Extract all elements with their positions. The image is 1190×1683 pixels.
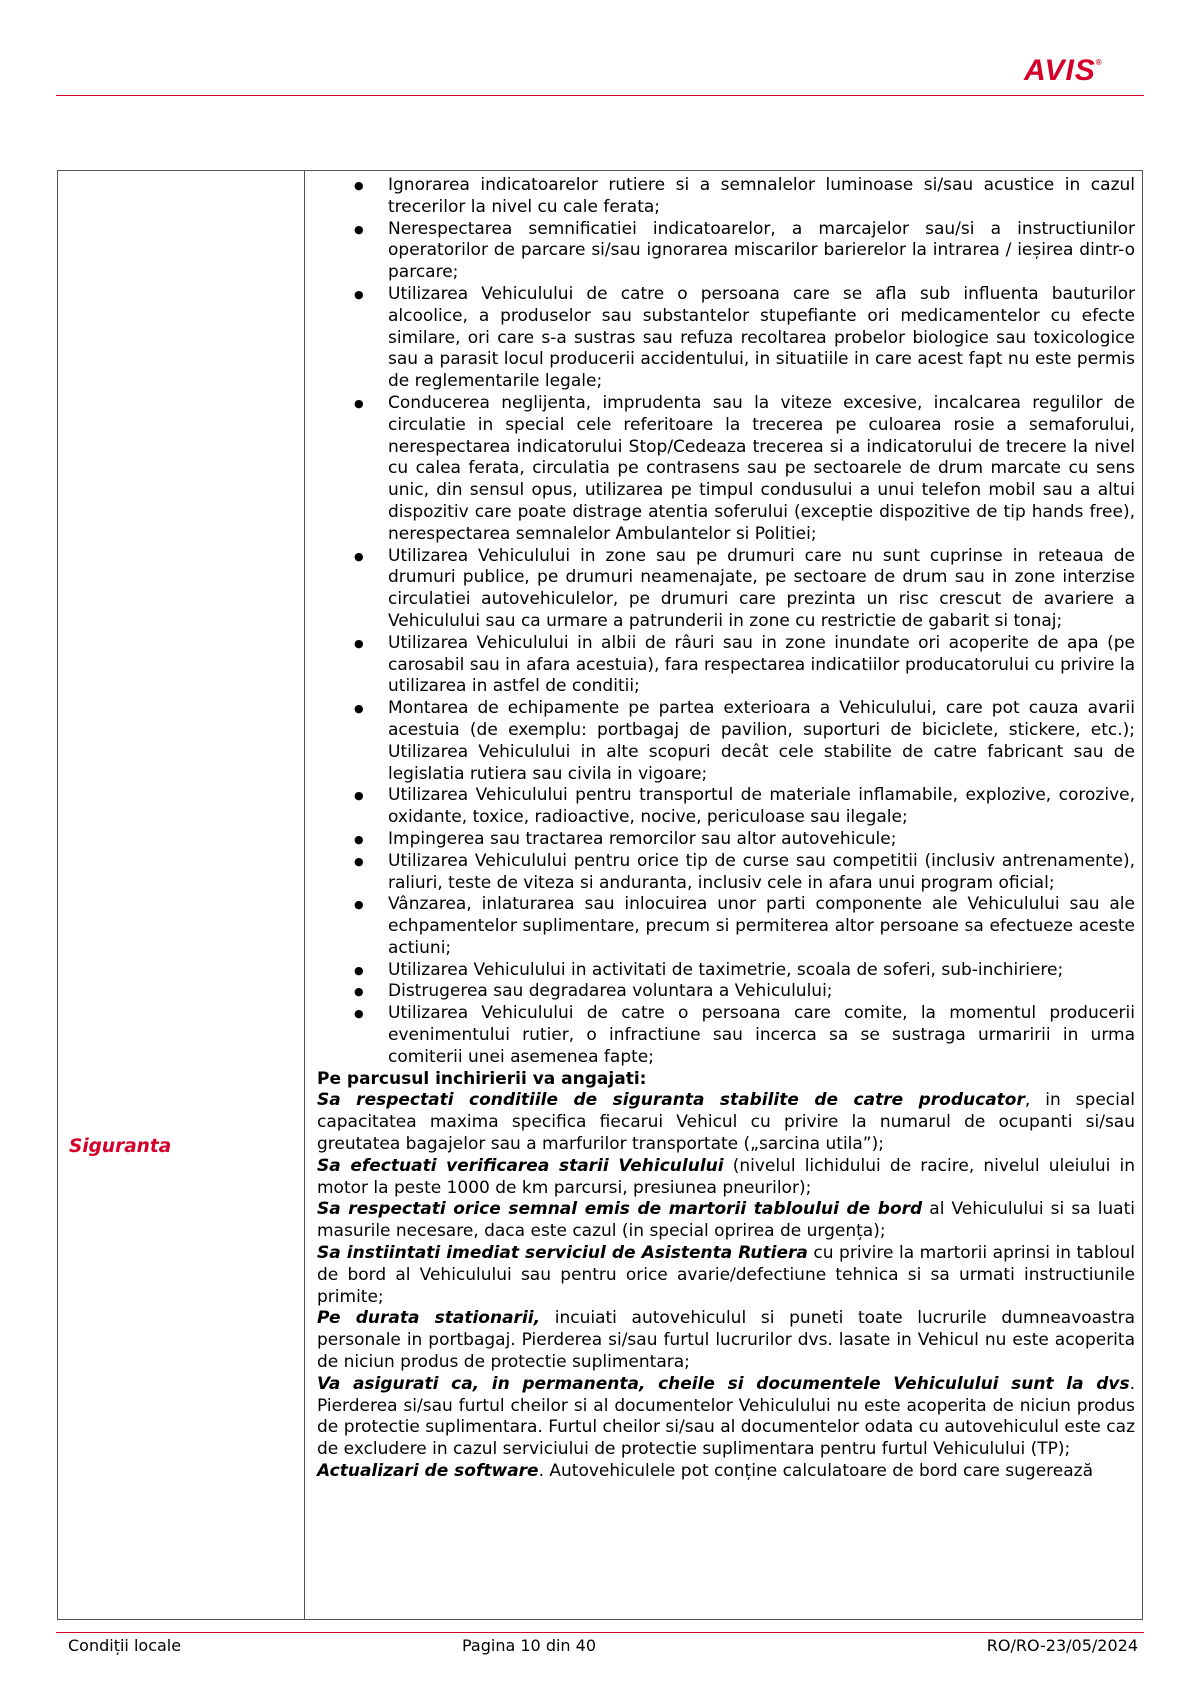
- header-divider: [56, 95, 1144, 96]
- list-item: ● Distrugerea sau degradarea voluntara a Vehiculului;: [317, 981, 1135, 1003]
- prohibited-uses-list: [317, 175, 1135, 1069]
- section-label-cell: [58, 171, 305, 1619]
- list-item: ● Utilizarea Vehiculului in albii de râuri sau in zone inundate ori acoperite de apa (pe carosabil sau in afara acestuia), fara respectarea indicatiilor producatorului cu privire la utilizarea in astfel de conditii;: [317, 633, 1135, 698]
- obligations-heading: Pe parcusul inchirierii va angajati:: [317, 1068, 647, 1089]
- list-item: ● Utilizarea Vehiculului in activitati de taximetrie, scoala de soferi, sub-inchiriere;: [317, 960, 1135, 982]
- footer-document-title: Condiții locale: [68, 1636, 182, 1655]
- list-item: ● Utilizarea Vehiculului de catre o persoana care comite, la momentul producerii evenimentului rutier, o infractiune sau incerca sa se sustraga urmaririi in urma comiterii unei asemenea fapte;: [317, 1003, 1135, 1068]
- obligation-paragraph: [317, 1461, 1135, 1483]
- obligation-paragraph: [317, 1243, 1135, 1308]
- list-item: ● Ignorarea indicatoarelor rutiere si a semnalelor luminoase si/sau acustice in cazul trecerilor la nivel cu cale ferata;: [317, 175, 1135, 219]
- list-item: ● Nerespectarea semnificatiei indicatoarelor, a marcajelor sau/si a instructiunilor operatorilor de parcare si/sau ignorarea miscarilor barierelor la intrarea / ieșirea dintr-o parcare;: [317, 219, 1135, 284]
- footer-page-number: Pagina 10 din 40: [462, 1636, 596, 1655]
- list-item: ● Vânzarea, inlaturarea sau inlocuirea unor parti componente ale Vehiculului sau ale echpamentelor suplimentare, precum si permiterea altor persoane sa efectueze aceste actiuni;: [317, 894, 1135, 959]
- list-item: ● Utilizarea Vehiculului pentru orice tip de curse sau competitii (inclusiv antrenamente), raliuri, teste de viteza si anduranta, inclusiv cele in afara unui program oficial;: [317, 851, 1135, 895]
- obligation-paragraph: [317, 1374, 1135, 1461]
- list-item: ● Montarea de echipamente pe partea exterioara a Vehiculului, care pot cauza avarii acestuia (de exemplu: portbagaj de pavilion, suporturi de biciclete, stickere, etc.); Utilizarea Vehiculului in alte scopuri decât cele stabilite de catre fabricant sau de legislatia rutiera sau civila in vigoare;: [317, 698, 1135, 785]
- obligation-text: cu privire la martorii aprinsi in tabloul de bord al Vehiculului sau pentru orice avarie/defectiune tehnica si sa urmati instructiunile primite;: [317, 1243, 1136, 1307]
- list-item: ● Utilizarea Vehiculului de catre o persoana care se afla sub influenta bauturilor alcoolice, a produselor sau substantelor stupefiante ori medicamentelor cu efecte similare, ori care s-a sustras sau refuza recoltarea probelor biologice sau toxicologice sau a parasit locul producerii accidentului, in situatiile in care acest fapt nu este permis de reglementarile legale;: [317, 284, 1135, 393]
- obligation-title: Va asigurati ca, in permanenta, cheile si documentele Vehiculului sunt la dvs: [317, 1373, 1130, 1394]
- footer-divider: [56, 1632, 1144, 1633]
- list-item: ● Utilizarea Vehiculului pentru transportul de materiale inflamabile, explozive, corozive, oxidante, toxice, radioactive, nocive, periculoase sau ilegale;: [317, 785, 1135, 829]
- section-label: Siguranta: [69, 1136, 172, 1157]
- obligation-paragraph: [317, 1199, 1135, 1243]
- list-item: ● Impingerea sau tractarea remorcilor sau altor autovehicule;: [317, 829, 1135, 851]
- obligation-title: Sa efectuati verificarea starii Vehiculului: [317, 1155, 724, 1176]
- obligation-title: Sa respectati conditiile de siguranta stabilite de catre producator: [317, 1090, 1025, 1111]
- obligation-text: , in special capacitatea maxima specifica fiecarui Vehicul cu privire la numarul de ocupanti si/sau greutatea bagajelor sau a marfurilor transportate („sarcina utila”);: [317, 1090, 1135, 1155]
- obligation-paragraph: [317, 1090, 1135, 1155]
- section-content-cell: [306, 171, 1143, 1619]
- obligation-paragraph: [317, 1156, 1135, 1200]
- obligation-text: . Pierderea si/sau furtul cheilor si al documentelor Vehiculului nu este acoperita de niciun produs de protectie suplimentara. Furtul cheilor si/sau al documentelor odata cu autovehiculul este caz de excludere in cazul serviciului de protectie suplimentara pentru furtul Vehiculului (TP);: [317, 1373, 1135, 1460]
- content-table: [57, 170, 1143, 1620]
- avis-logo: AVIS®: [1024, 54, 1103, 87]
- obligation-text: al Vehiculului si sa luati masurile necesare, daca este cazul (in special oprirea de urgența);: [317, 1199, 1135, 1242]
- list-item: ● Conducerea neglijenta, imprudenta sau la viteze excesive, incalcarea regulilor de circulatie in special cele referitoare la trecerea pe culoarea rosie a semaforului, nerespectarea indicatorului Stop/Cedeaza trecerea si a indicatorului de trecere la nivel cu calea ferata, circulatia pe contrasens sau pe sectoarele de drum marcate cu sens unic, din sensul opus, utilizarea pe timpul condusului a unui telefon mobil sau a altui dispozitiv care poate distrage atentia soferului (exceptie dispozitive de tip hands free), nerespectarea semnalelor Ambulantelor si Politiei;: [317, 393, 1135, 546]
- obligation-title: Pe durata stationarii,: [317, 1308, 541, 1329]
- obligation-title: Sa respectati orice semnal emis de martorii tabloului de bord: [317, 1199, 923, 1220]
- obligation-text: incuiati autovehiculul si puneti toate lucrurile dumneavoastra personale in portbagaj. Pierderea si/sau furtul lucrurilor dvs. lasate in Vehicul nu este acoperita de niciun produs de protectie suplimentara;: [317, 1308, 1136, 1373]
- obligation-title: Actualizari de software: [317, 1461, 539, 1482]
- list-item: ● Utilizarea Vehiculului in zone sau pe drumuri care nu sunt cuprinse in reteaua de drumuri publice, pe drumuri neamenajate, pe sectoare de drum sau in zone interzise circulatiei autovehiculelor, pe drumuri care prezinta un risc crescut de avariere a Vehiculului sau ca urmare a patrunderii in zone cu restrictie de gabarit si tonaj;: [317, 546, 1135, 633]
- obligation-title: Sa instiintati imediat serviciul de Asistenta Rutiera: [317, 1243, 808, 1264]
- obligation-text: . Autovehiculele pot conține calculatoare de bord care sugerează: [538, 1461, 1093, 1482]
- obligation-paragraph: [317, 1308, 1135, 1373]
- footer-document-code: RO/RO-23/05/2024: [986, 1636, 1138, 1655]
- obligation-text: (nivelul lichidului de racire, nivelul uleiului in motor la peste 1000 de km parcursi, presiunea pneurilor);: [317, 1155, 1136, 1198]
